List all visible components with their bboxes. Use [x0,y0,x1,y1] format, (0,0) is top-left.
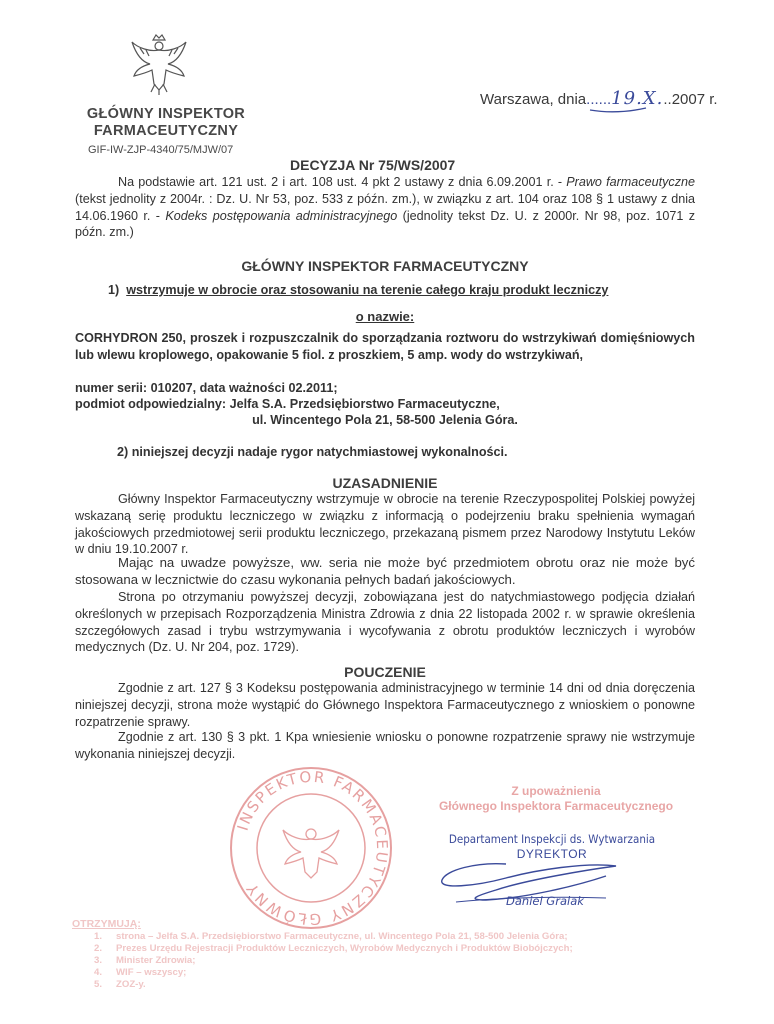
handwritten-date: 19.X. [611,88,664,109]
basis-text-1: Na podstawie art. 121 ust. 2 i art. 108 ust. 4 pkt 2 ustawy z dnia 6.09.2001 r. - [118,175,567,189]
responsible-entity: podmiot odpowiedzialny: Jelfa S.A. Przedsiębiorstwo Farmaceutyczne, [75,397,500,411]
responsible-entity-address: ul. Wincentego Pola 21, 58-500 Jelenia Góra. [252,413,518,427]
recipient-number: 2. [94,943,103,954]
official-seal-stamp [227,764,395,932]
authority-heading: GŁÓWNY INSPEKTOR FARMACEUTYCZNY [241,258,529,274]
decision-title: DECYZJA Nr 75/WS/2007 [290,157,456,173]
recipient-item [94,979,146,991]
recipient-text: ZOZ-y. [116,979,146,990]
recipient-item [94,955,195,967]
date-underline-stroke [588,104,648,114]
recipient-item [94,931,568,943]
decision-item-1 [108,283,608,297]
justification-paragraph-3: Strona po otrzymaniu powyższej decyzji, zobowiązana jest do natychmiastowego podjęcia działań określonych w przepisach Rozporządzenia Ministra Zdrowia z dnia 22 listopada 2002 r. w sprawie określenia szczegółowych zasad i trybu wstrzymywania i wycofywania z obrotu produktów leczniczych i wyrobów medycznych (Dz. U. Nr 204, poz. 1729). [75,590,695,655]
authorization-block [428,784,684,814]
basis-law-2: Kodeks postępowania administracyjnego [165,208,398,223]
decision-item-2: 2) niniejszej decyzji nadaje rygor natychmiastowej wykonalności. [117,445,508,459]
recipient-number: 3. [94,955,103,966]
basis-law-1: Prawo farmaceutyczne [566,175,695,189]
recipient-number: 4. [94,967,103,978]
justification-paragraph-2: Mając na uwadze powyższe, ww. seria nie może być przedmiotem obrotu oraz nie może być stosowana w lecznictwie do czasu wykonania pełnych badań jakościowych. [75,555,695,587]
place-and-date: Warszawa, dnia......19.X...2007 r. [480,88,718,109]
basis-text-3: (jednolity tekst Dz. U. z 2000r. Nr 98, poz. 1071 z późn. zm.) [75,208,696,240]
recipients-heading: OTRZYMUJĄ: [72,918,141,930]
eagle-emblem-icon [128,32,190,96]
instruction-heading: POUCZENIE [344,664,426,680]
recipient-text: Minister Zdrowia; [116,955,196,966]
batch-number: numer serii: 010207, data ważności 02.2011; [75,381,338,395]
product-name-label: o nazwie: [355,309,415,324]
recipient-text: WIF – wszyscy; [116,967,187,978]
department-name: Departament Inspekcji ds. Wytwarzania [448,832,656,846]
recipient-item [94,943,573,955]
basis-text-2: (tekst jednolity z 2004r. : Dz. U. Nr 53, poz. 533 z późn. zm.), w związku z art. 104 oraz 108 § 1 ustawy z dnia 14.06.1960 r. - [75,191,695,223]
authority-line-1: GŁÓWNY INSPEKTOR [86,106,246,122]
issuing-authority [80,106,252,140]
city-date-suffix: 2007 r. [671,91,718,108]
reference-number: GIF-IW-ZJP-4340/75/MJW/07 [88,144,234,156]
instruction-paragraph-1: Zgodnie z art. 127 § 3 Kodeksu postępowania administracyjnego w terminie 14 dni od dnia doręczenia niniejszej decyzji, strona może wystąpić do Głównego Inspektora Farmaceutycznego z wnioskiem o ponowne rozpatrzenie sprawy. [75,681,695,729]
authority-line-2: FARMACEUTYCZNY [93,123,239,139]
item1-text: wstrzymuje w obrocie oraz stosowaniu na terenie całego kraju produkt leczniczy [126,283,609,297]
product-description: CORHYDRON 250, proszek i rozpuszczalnik do sporządzania roztworu do wstrzykiwań domięśniowych lub wlewu kroplowego, opakowanie 5 fiol. z proszkiem, 5 amp. wody do wstrzykiwań, [75,331,695,362]
signer-name: Daniel Gralak [506,894,584,908]
recipient-number: 5. [94,979,103,990]
recipient-item [94,967,186,979]
director-title: DYREKTOR [516,847,588,861]
authorization-line-1: Z upoważnienia [511,784,601,798]
legal-basis-paragraph [75,174,695,241]
instruction-paragraph-2: Zgodnie z art. 130 § 3 pkt. 1 Kpa wniesienie wniosku o ponowne rozpatrzenie sprawy nie wstrzymuje wykonania niniejszej decyzji. [75,730,695,761]
seal-text: INSPEKTOR FARMACEUTYCZNY GŁÓWNY [233,767,392,929]
item1-number: 1) [108,283,120,297]
justification-heading: UZASADNIENIE [332,475,438,491]
authorization-line-2: Głównego Inspektora Farmaceutycznego [438,799,674,813]
recipient-number: 1. [94,931,103,942]
city-date-prefix: Warszawa, dnia [480,91,587,108]
recipient-text: strona – Jelfa S.A. Przedsiębiorstwo Farmaceutyczne, ul. Wincentego Pola 21, 58-500 Jelenia Góra; [116,931,568,942]
justification-paragraph-1: Główny Inspektor Farmaceutyczny wstrzymuje w obrocie na terenie Rzeczypospolitej Polskiej powyżej wskazaną serię produktu leczniczego w związku z informacją o podejrzeniu braku spełnienia wymagań jakościowych przedmiotowej serii produktu leczniczego, przekazaną pismem przez Narodowy Instytutu Leków w dniu 19.10.2007 r. [75,492,695,557]
recipient-text: Prezes Urzędu Rejestracji Produktów Leczniczych, Wyrobów Medycznych i Produktów Biobójczych; [116,943,573,954]
